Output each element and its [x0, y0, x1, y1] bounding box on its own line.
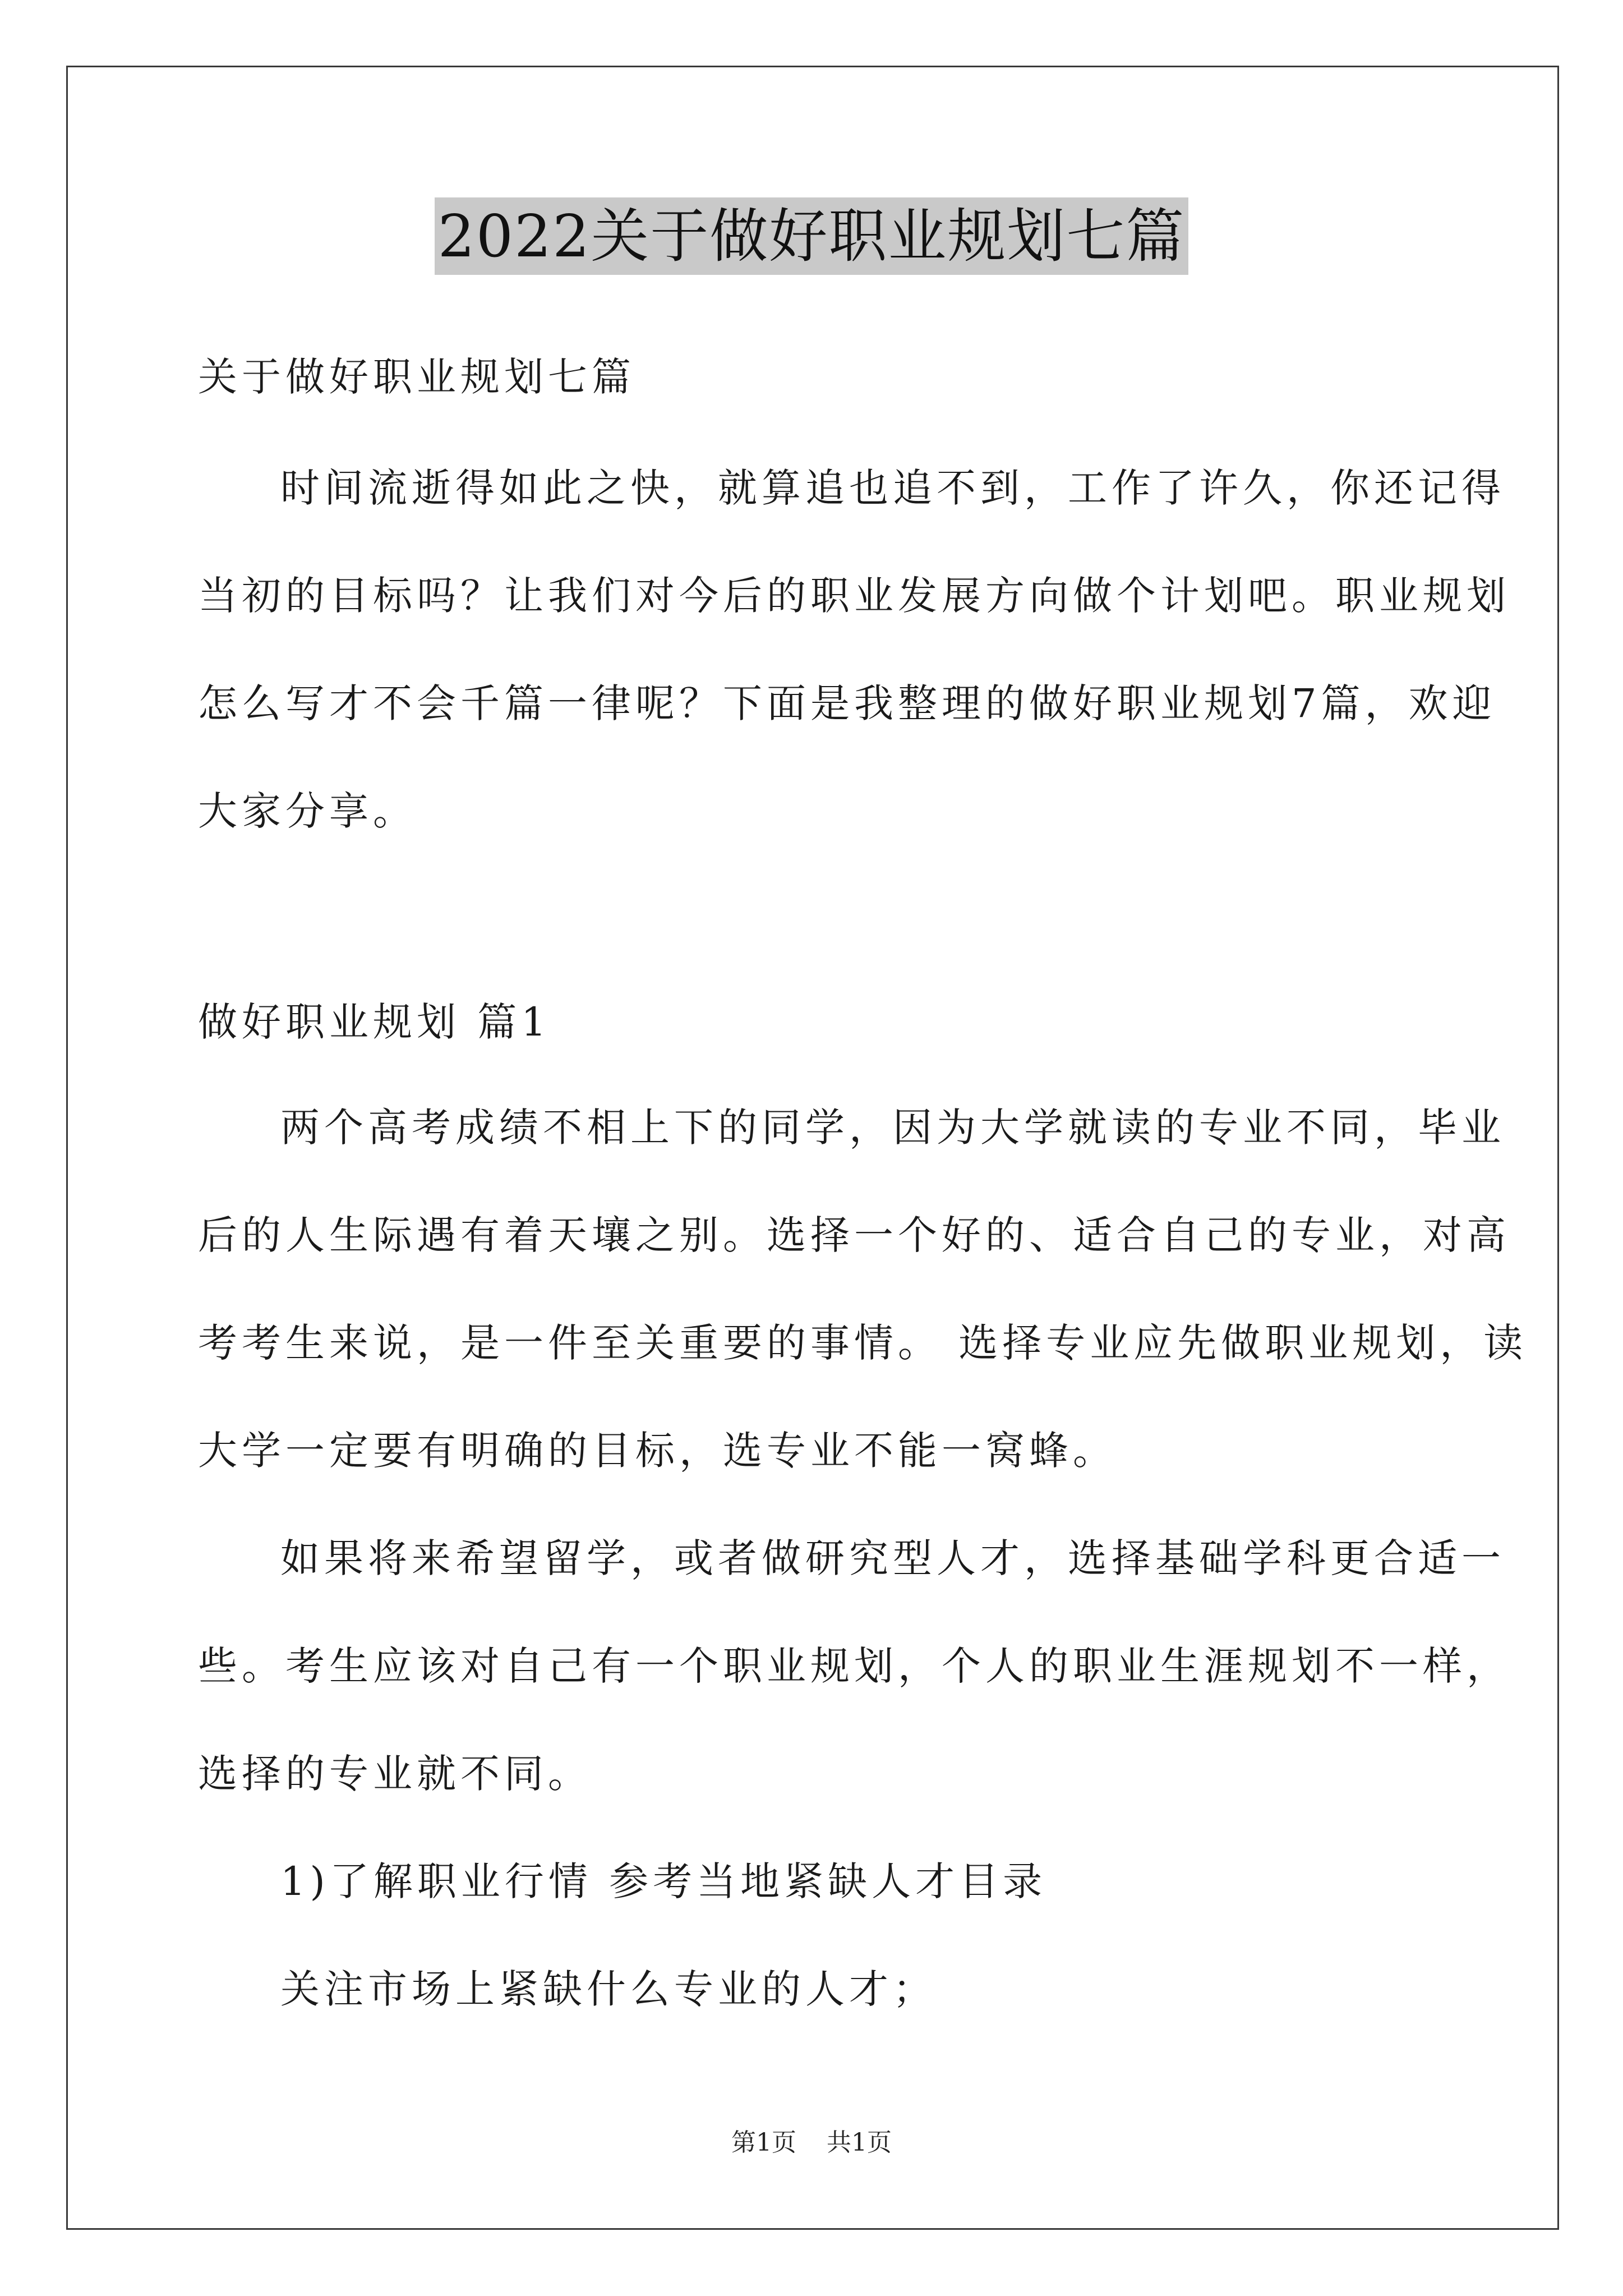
intro-line-3: 怎么写才不会千篇一律呢？下面是我整理的做好职业规划7篇，欢迎 — [198, 680, 1496, 726]
para2-line-3: 选择的专业就不同。 — [198, 1751, 592, 1797]
intro-line-2: 当初的目标吗？让我们对今后的职业发展方向做个计划吧。职业规划 — [198, 573, 1510, 619]
intro-line-1: 时间流逝得如此之快，就算追也追不到，工作了许久，你还记得 — [280, 465, 1505, 511]
point-1: 1)了解职业行情 参考当地紧缺人才目录 — [280, 1858, 1047, 1904]
document-subtitle: 关于做好职业规划七篇 — [198, 354, 635, 400]
point-1-detail: 关注市场上紧缺什么专业的人才； — [280, 1966, 937, 2012]
document-title: 2022关于做好职业规划七篇 — [435, 197, 1189, 275]
page-number: 第1页 — [731, 2128, 796, 2157]
para1-line-1: 两个高考成绩不相上下的同学，因为大学就读的专业不同，毕业 — [280, 1105, 1505, 1151]
page-footer — [0, 2126, 1623, 2160]
total-pages: 共1页 — [827, 2128, 892, 2157]
para2-line-1: 如果将来希望留学，或者做研究型人才，选择基础学科更合适一 — [280, 1535, 1505, 1581]
para1-line-2: 后的人生际遇有着天壤之别。选择一个好的、适合自己的专业，对高 — [198, 1212, 1510, 1258]
para2-line-2: 些。考生应该对自己有一个职业规划，个人的职业生涯规划不一样， — [198, 1643, 1510, 1689]
para1-line-4: 大学一定要有明确的目标，选专业不能一窝蜂。 — [198, 1428, 1117, 1474]
section-heading: 做好职业规划 篇1 — [198, 999, 551, 1045]
para1-line-3: 考考生来说，是一件至关重要的事情。 选择专业应先做职业规划，读 — [198, 1320, 1528, 1366]
title-container — [0, 197, 1623, 275]
intro-line-4: 大家分享。 — [198, 788, 417, 834]
